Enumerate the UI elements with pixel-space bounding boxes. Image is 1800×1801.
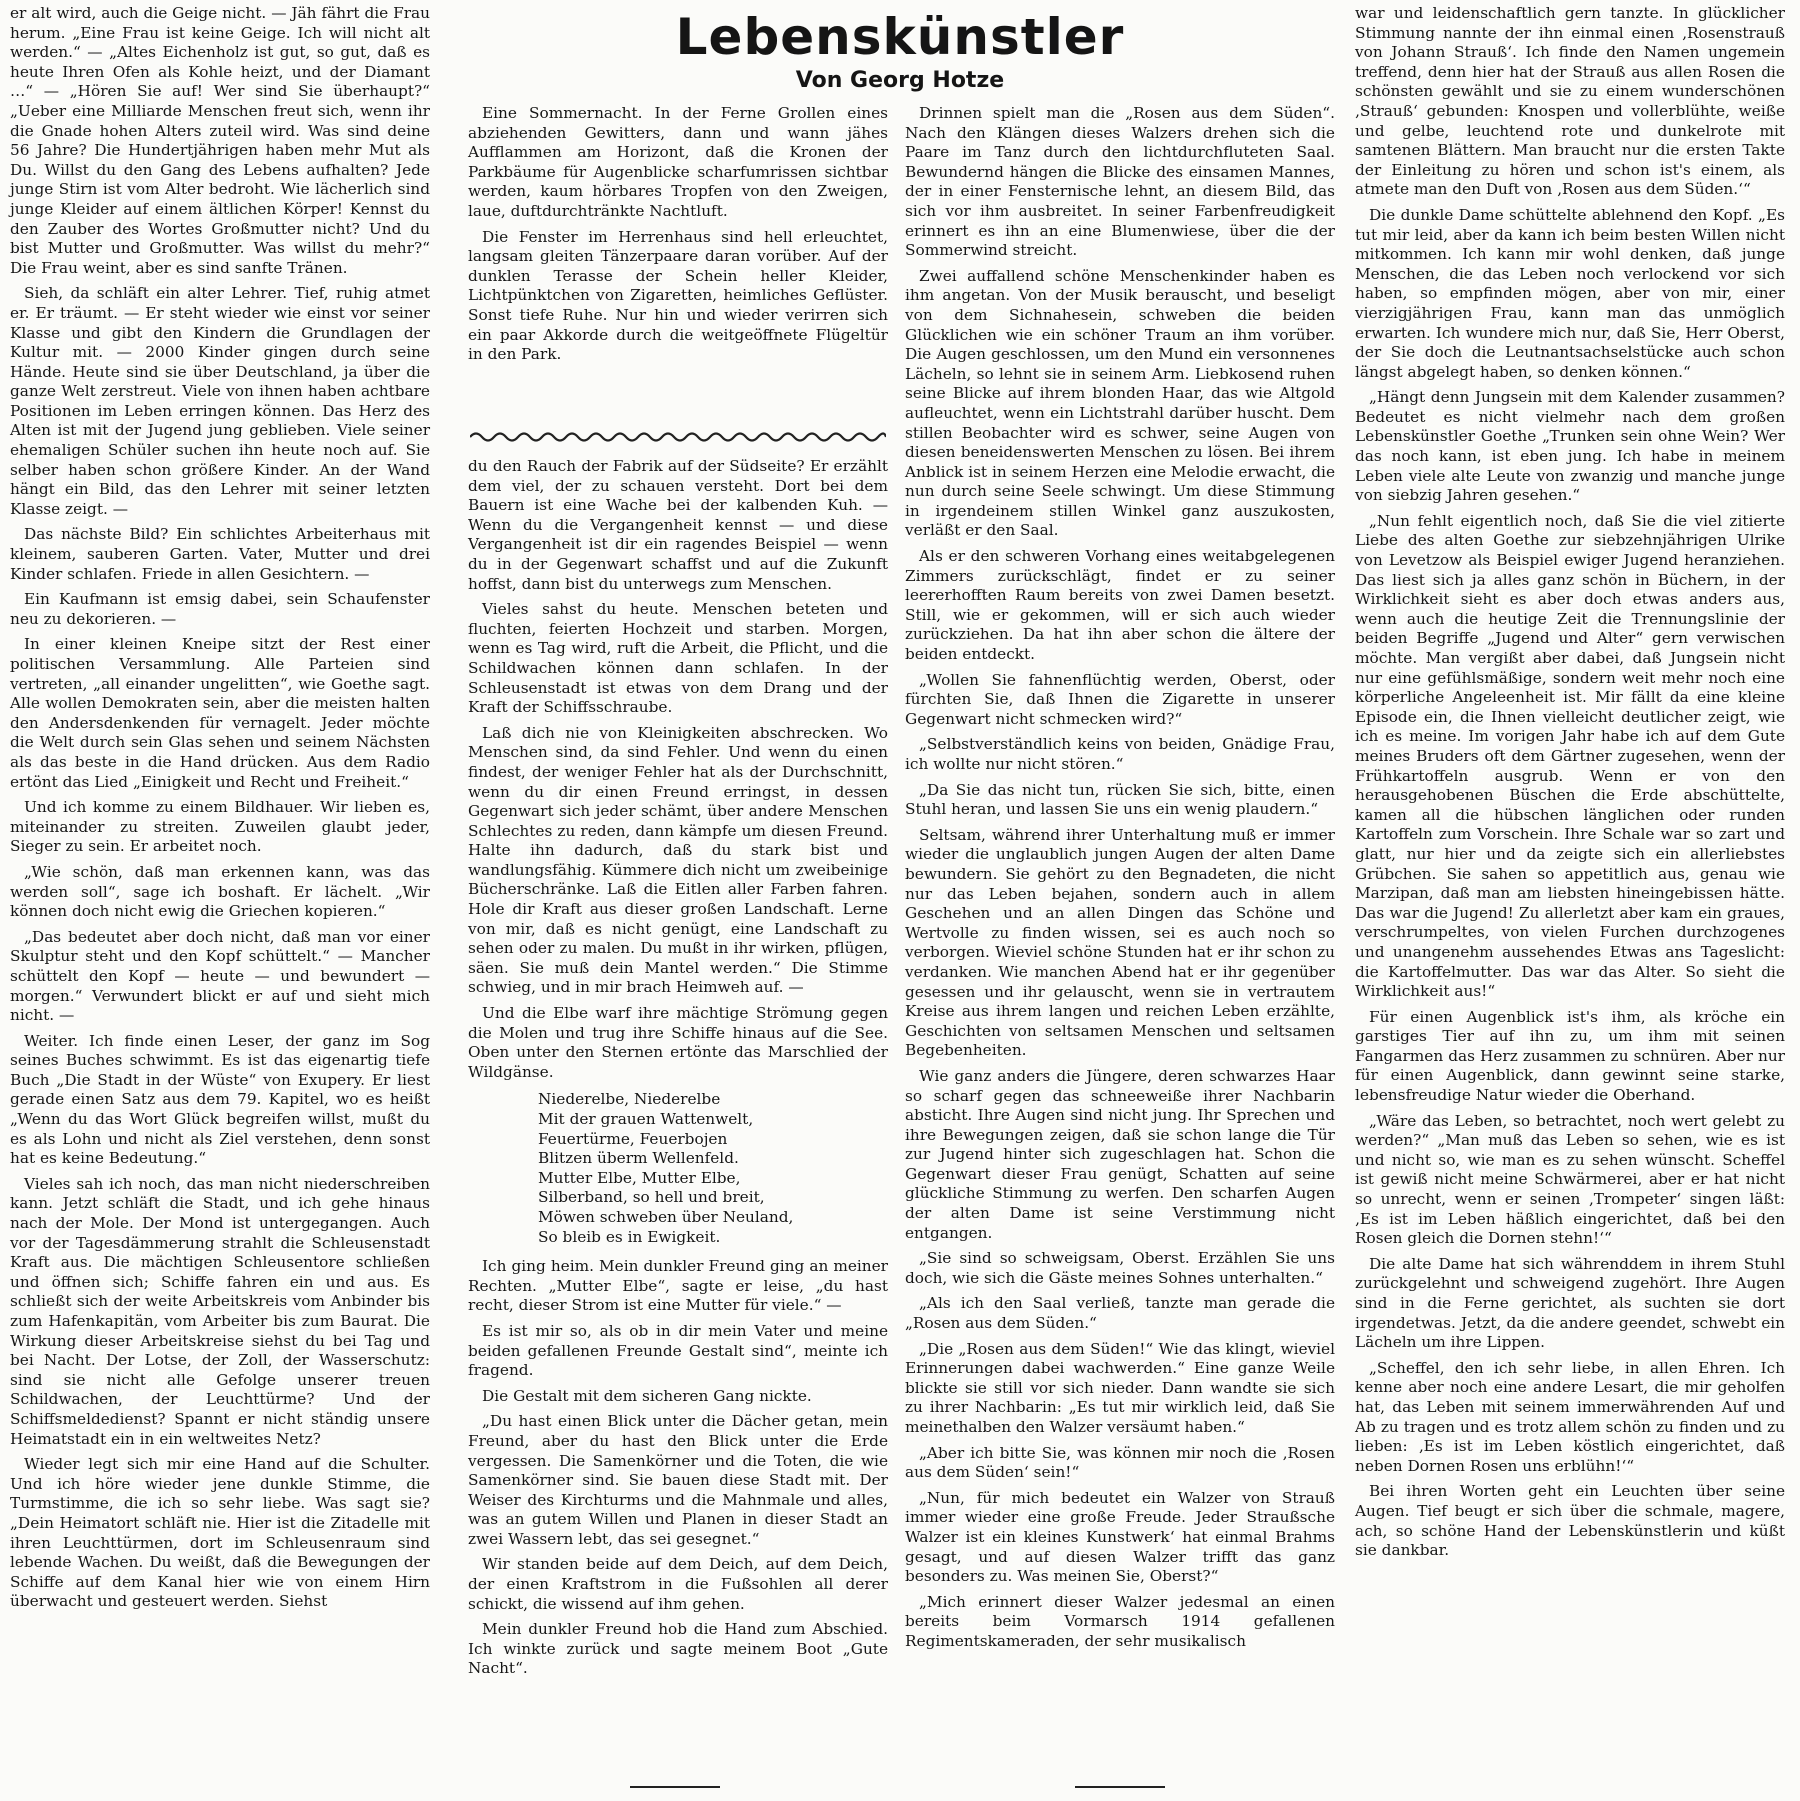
paragraph: Wir standen beide auf dem Deich, auf dem Deich, der einen Kraftstrom in die Fußsohlen all derer schickt, die wissend auf ihm gehen. <box>468 1555 888 1613</box>
paragraph: Mein dunkler Freund hob die Hand zum Abschied. Ich winkte zurück und sagte meinem Boot „Gute Nacht“. <box>468 1620 888 1678</box>
column-2 <box>468 104 888 1685</box>
paragraph: Die Fenster im Herrenhaus sind hell erleuchtet, langsam gleiten Tänzerpaare daran vorüber. Auf der dunklen Terasse der Schein heller Kleider, Lichtpünktchen von Zigaretten, heimliches Geflüster. Sonst tiefe Ruhe. Nur hin und wieder verirren sich ein paar Akkorde durch die weitgeöffnete Flügeltür in den Park. <box>468 227 888 364</box>
paragraph: „Sie sind so schweigsam, Oberst. Erzählen Sie uns doch, wie sich die Gäste meines Sohnes unterhalten.“ <box>905 1249 1335 1287</box>
column-end-rule <box>1075 1786 1165 1788</box>
paragraph: Und die Elbe warf ihre mächtige Strömung gegen die Molen und trug ihre Schiffe hinaus auf die See. Oben unter den Sternen ertönte das Marschlied der Wildgänse. <box>468 1004 888 1081</box>
paragraph: war und leidenschaftlich gern tanzte. In glücklicher Stimmung nannte der ihn einmal einen ‚Rosenstrauß von Johann Strauß‘. Ich finde den Namen ungemein treffend, denn hier hat der Strauß aus allen Rosen die schönsten gewählt und sie zu einem wunderschönen ‚Strauß‘ gebunden: Knospen und vollerblühte, weiße und gelbe, leuchtend rote und dunkelrote mit samtenen Blättern. Man braucht nur die ersten Takte der Einleitung zu hören und schon ist's einem, als atmete man den Duft von ‚Rosen aus dem Süden.‘“ <box>1355 4 1785 199</box>
article-header <box>460 8 1340 93</box>
paragraph: Wie ganz anders die Jüngere, deren schwarzes Haar so scharf gegen das schneeweiße ihrer Nachbarin absticht. Ihre Augen sind nicht jung. Ihr Sprechen und ihre Bewegungen zeigen, daß sie schon lange die Tür zur Jugend hinter sich zugeschlagen hat. Schon die Gegenwart dieser Frau genügt, Schatten auf seine glückliche Stimmung zu werfen. Den scharfen Augen der alten Dame ist seine Verstimmung nicht entgangen. <box>905 1066 1335 1242</box>
poem-line: Mit der grauen Wattenwelt, <box>538 1110 754 1128</box>
ornamental-divider <box>470 430 886 444</box>
paragraph: „Die „Rosen aus dem Süden!“ Wie das klingt, wieviel Erinnerungen dabei wachwerden.“ Eine ganze Weile blickte sie still vor sich nieder. Dann wandte sie sich zu ihrer Nachbarin: „Es tut mir wirklich leid, daß Sie meinethalben den Walzer versäumt haben.“ <box>905 1339 1335 1436</box>
poem-line: So bleib es in Ewigkeit. <box>538 1227 721 1246</box>
paragraph: „Wäre das Leben, so betrachtet, noch wert gelebt zu werden?“ „Man muß das Leben so sehen, wie es ist und nicht so, wie man es zu sehen wünscht. Scheffel ist gewiß nicht meine Schwärmerei, aber er hat nicht so unrecht, wenn er seinen ‚Trompeter‘ singen läßt: ‚Es ist im Leben häßlich eingerichtet, daß bei den Rosen gleich die Dornen stehn!‘“ <box>1355 1111 1785 1248</box>
paragraph: „Selbstverständlich keins von beiden, Gnädige Frau, ich wollte nur nicht stören.“ <box>905 735 1335 773</box>
paragraph: Als er den schweren Vorhang eines weitabgelegenen Zimmers zurückschlägt, findet er zu seiner leererhofften Raum bereits von zwei Damen besetzt. Still, wie er gekommen, will er sich auch wieder zurückziehen. Da hat ihn aber schon die ältere der beiden entdeckt. <box>905 547 1335 664</box>
poem-line: Möwen schweben über Neuland, <box>538 1207 794 1226</box>
paragraph: „Scheffel, den ich sehr liebe, in allen Ehren. Ich kenne aber noch eine andere Lesart, die mir geholfen hat, das Leben mit seinem immerwährenden Auf und Ab zu tragen und es trotz allem schön zu finden und zu lieben: ‚Es ist im Leben köstlich eingerichtet, daß neben Dornen Rosen uns erblühn!‘“ <box>1355 1358 1785 1475</box>
article-byline: Von Georg Hotze <box>795 68 1005 93</box>
paragraph: „Das bedeutet aber doch nicht, daß man vor einer Skulptur steht und den Kopf schüttelt.“ — Mancher schüttelt den Kopf — heute — und bewundert — morgen.“ Verwundert blickt er auf und sieht mich nicht. — <box>10 927 430 1025</box>
paragraph: Laß dich nie von Kleinigkeiten abschrecken. Wo Menschen sind, da sind Fehler. Und wenn du einen findest, der weniger Fehler hat als der Durchschnitt, wenn du dir einen Freund erringst, in dessen Gegenwart sich jeder schämt, über andere Menschen Schlechtes zu reden, dann kämpfe um diesen Freund. Halte ihn dadurch, daß du stark bist und wandlungsfähig. Kümmere dich nicht um zweibeinige Bücherschränke. Laß die Eitlen aller Farben fahren. Hole dir Kraft aus dieser großen Landschaft. Lerne von mir, daß es nicht genügt, eine Landschaft zu sehen oder zu malen. Du mußt in ihr wirken, pflügen, säen. Sie muß dein Mantel werden.“ Die Stimme schwieg, und in mir brach Heimweh auf. — <box>468 723 888 997</box>
paragraph: „Du hast einen Blick unter die Dächer getan, mein Freund, aber du hast den Blick unter die Erde vergessen. Die Samenkörner und die Toten, die wie Samenkörner sind. Sie bauen diese Stadt mit. Der Weiser des Kirchturms und die Mahnmale und alles, was an gutem Willen und Planen in dieser Stadt an zwei Wassern lebt, das sei gesegnet.“ <box>468 1412 888 1548</box>
paragraph: „Da Sie das nicht tun, rücken Sie sich, bitte, einen Stuhl heran, und lassen Sie uns ein wenig plaudern.“ <box>905 780 1335 819</box>
poem-line: Niederelbe, Niederelbe <box>538 1090 721 1109</box>
paragraph: Das nächste Bild? Ein schlichtes Arbeiterhaus mit kleinem, sauberen Garten. Vater, Mutter und drei Kinder schlafen. Friede in allen Gesichtern. — <box>10 525 430 583</box>
paragraph: er alt wird, auch die Geige nicht. — Jäh fährt die Frau herum. „Eine Frau ist keine Geige. Ich will nicht alt werden.“ — „Altes Eichenholz ist gut, so gut, daß es heute Ihren Ofen als Kohle heizt, und der Diamant …“ — „Hören Sie auf! Wer sind Sie überhaupt?“ „Ueber eine Milliarde Menschen freut sich, wenn ihr die Gnade hohen Alters zuteil wird. Was sind deine 56 Jahre? Die Hundertjährigen haben mehr Mut als Du. Willst du den Gang des Lebens aufhalten? Jede junge Stirn ist vom Alter bedroht. Wie lächerlich sind junge Kleider auf einem ältlichen Körper! Kennst du den Zauber des Wortes Großmutter nicht? Und du bist Mutter und Großmutter. Was willst du mehr?“ Die Frau weint, aber es sind sanfte Tränen. <box>10 4 430 277</box>
paragraph: „Wollen Sie fahnenflüchtig werden, Oberst, oder fürchten Sie, daß Ihnen die Zigarette in unserer Gegenwart nicht schmecken wird?“ <box>905 670 1335 728</box>
paragraph: Und ich komme zu einem Bildhauer. Wir lieben es, miteinander zu streiten. Zuweilen glaubt jeder, Sieger zu sein. Er arbeitet noch. <box>10 798 430 856</box>
paragraph: Weiter. Ich finde einen Leser, der ganz im Sog seines Buches schwimmt. Es ist das eigenartig tiefe Buch „Die Stadt in der Wüste“ von Exupery. Er liest gerade einen Satz aus dem 79. Kapitel, wo es heißt „Wenn du das Wort Glück begreifen willst, mußt du es als Lohn und nicht als Ziel verstehen, denn sonst hat es keine Bedeutung.“ <box>10 1031 430 1168</box>
paragraph: Es ist mir so, als ob in dir mein Vater und meine beiden gefallenen Freunde Gestalt sind“, meinte ich fragend. <box>468 1321 888 1380</box>
paragraph: Bei ihren Worten geht ein Leuchten über seine Augen. Tief beugt er sich über die schmale, magere, ach, so schöne Hand der Lebenskünstlerin und küßt sie dankbar. <box>1355 1482 1785 1560</box>
paragraph: Eine Sommernacht. In der Ferne Grollen eines abziehenden Gewitters, dann und wann jähes Aufflammen am Horizont, daß die Kronen der Parkbäume für Augenblicke scharfumrissen sichtbar werden, kaum hörbares Tropfen von den Zweigen, laue, duftdurchtränkte Nachtluft. <box>468 104 888 220</box>
column-4 <box>1355 4 1785 1567</box>
paragraph: „Nun fehlt eigentlich noch, daß Sie die viel zitierte Liebe des alten Goethe zur siebzehnjährigen Ulrike von Levetzow als Beispiel ewiger Jugend heranziehen. Das liest sich ja alles ganz schön in Büchern, in der Wirklichkeit sieht es aber doch etwas anders aus, wenn auch die heutige Zeit die Trennungslinie der beiden Begriffe „Jugend und Alter“ gern verwischen möchte. Man vergißt aber dabei, daß Jungsein nicht nur eine gefühlsmäßige, sondern weit mehr noch eine körperliche Angeleenheit ist. Mir fällt da eine kleine Episode ein, die Ihnen vielleicht deutlicher zeigt, wie ich es meine. Im vorigen Jahr habe ich auf dem Gute meines Bruders oft dem Gärtner zugesehen, wenn der Frühkartoffeln ausgrub. Wenn er von den herausgehobenen Büschen die Erde abschüttelte, kamen all die hübschen länglichen oder runden Kartoffeln zum Vorschein. Ihre Schale war so zart und glatt, nur hier und da zeigte sich ein allerliebstes Grübchen. Sie sahen so appetitlich aus, genau wie Marzipan, daß man am liebsten hineingebissen hätte. Das war die Jugend! Zu allerletzt aber kam ein graues, verschrumpeltes, von vielen Furchen durchzogenes und unangenehm aussehendes Etwas ans Tageslicht: die Kartoffelmutter. Das war das Alter. So sieht die Wirklichkeit aus!“ <box>1355 511 1785 1001</box>
poem-line: Blitzen überm Wellenfeld. <box>538 1149 739 1168</box>
paragraph: Ein Kaufmann ist emsig dabei, sein Schaufenster neu zu dekorieren. — <box>10 590 430 628</box>
paragraph: Die alte Dame hat sich währenddem in ihrem Stuhl zurückgelehnt und schweigend zugehört. Ihre Augen sind in die Ferne gerichtet, als suchten sie dort irgendetwas. Jetzt, da die andere geendet, schwebt ein Lächeln um ihre Lippen. <box>1355 1254 1785 1352</box>
poem-line: Mutter Elbe, Mutter Elbe, <box>538 1168 741 1187</box>
paragraph: Für einen Augenblick ist's ihm, als kröche ein garstiges Tier auf ihn zu, um ihm mit seinen Fangarmen das Herz zusammen zu schnüren. Aber nur für einen Augenblick, dann gewinnt seine starke, lebensfreudige Natur wieder die Oberhand. <box>1355 1007 1785 1105</box>
paragraph: In einer kleinen Kneipe sitzt der Rest einer politischen Versammlung. Alle Parteien sind vertreten, „all einander ungelitten“, wie Goethe sagt. Alle wollen Demokraten sein, aber die meisten halten den Andersdenkenden für vernagelt. Jeder möchte die Welt durch sein Glas sehen und seinem Nächsten als das beste in die Hand drücken. Aus dem Radio ertönt das Lied „Einigkeit und Recht und Freiheit.“ <box>10 635 430 791</box>
poem-line: Silberband, so hell und breit, <box>538 1188 765 1207</box>
paragraph: Wieder legt sich mir eine Hand auf die Schulter. Und ich höre wieder jene dunkle Stimme, die Turmstimme, die ich so sehr liebe. Was sagt sie? „Dein Heimatort schläft nie. Hier ist die Zitadelle mit ihren Leuchttürmen, dort im Schleusenraum sind lebende Wachen. Du weißt, daß die Bewegungen der Schiffe auf dem Kanal hier wie von einem Hirn überwacht und gesteuert werden. Siehst <box>10 1455 430 1611</box>
paragraph: Seltsam, während ihrer Unterhaltung muß er immer wieder die unglaublich jungen Augen der alten Dame bewundern. Sie gehört zu den Begnadeten, die nicht nur das Leben bejahen, sondern auch in allem Geschehen und an allen Dingen das Schöne und Wertvolle zu finden wissen, sei es auch noch so verborgen. Wieviel schöne Stunden hat er ihr schon zu verdanken. Wie manchen Abend hat er ihr gegenüber gesessen und ihr gelauscht, wenn sie in vertrautem Kreise aus ihrem langen und reichen Leben erzählte, Geschichten von seltsamen Menschen und seltsamen Begebenheiten. <box>905 825 1335 1060</box>
column-end-rule <box>630 1786 720 1788</box>
poem-line: Feuertürme, Feuerbojen <box>538 1129 728 1148</box>
column-3 <box>905 104 1335 1658</box>
paragraph: „Nun, für mich bedeutet ein Walzer von Strauß immer wieder eine große Freude. Jeder Straußsche Walzer ist ein kleines Kunstwerk‘ hat einmal Brahms gesagt, und auf diesen Walzer trifft das ganz besonders zu. Was meinen Sie, Oberst?“ <box>905 1488 1335 1586</box>
article-title: Lebenskünstler <box>675 8 1125 66</box>
paragraph: Vieles sah ich noch, das man nicht niederschreiben kann. Jetzt schläft die Stadt, und ich gehe hinaus nach der Mole. Der Mond ist untergegangen. Auch vor der Tagesdämmerung strahlt die Schleusenstadt Kraft aus. Die mächtigen Schleusentore schließen und öffnen sich; Schiffe fahren ein und aus. Es schließt sich der weite Arbeitskreis vom Anbinder bis zum Hafenkapitän, vom Arbeiter bis zum Baurat. Die Wirkung dieser Arbeitskreise siehst du bei Tag und bei Nacht. Der Lotse, der Zoll, der Wasserschutz: sind sie nicht alle Gefolge unserer treuen Schildwachen, der Leuchttürme? Und der Schiffsmeldedienst? Spannt er nicht ständig unsere Heimatstadt ein in ein weltweites Netz? <box>10 1174 430 1448</box>
paragraph: „Wie schön, daß man erkennen kann, was das werden soll“, sage ich boshaft. Er lächelt. „Wir können doch nicht ewig die Griechen kopieren.“ <box>10 862 430 921</box>
paragraph: Zwei auffallend schöne Menschenkinder haben es ihm angetan. Von der Musik berauscht, und beseligt von dem Sichnahesein, schweben die beiden Glücklichen wie ein schöner Traum an ihm vorüber. Die Augen geschlossen, um den Mund ein versonnenes Lächeln, so lehnt sie in seinem Arm. Liebkosend ruhen seine Blicke auf ihrem blonden Haar, das wie Altgold aufleuchtet, wenn ein Lichtstrahl darüber huscht. Dem stillen Beobachter wird es schwer, seine Augen von diesen beneidenswerten Menschen zu lösen. Bei ihrem Anblick ist in seinem Herzen eine Melodie erwacht, die nun durch seine Seele schwingt. Um diese Stimmung in irgendeinem stillen Winkel ganz auszukosten, verläßt er den Saal. <box>905 266 1335 540</box>
paragraph: „Mich erinnert dieser Walzer jedesmal an einen bereits beim Vormarsch 1914 gefallenen Regimentskameraden, der sehr musikalisch <box>905 1592 1335 1650</box>
paragraph: du den Rauch der Fabrik auf der Südseite? Er erzählt dem viel, der zu schauen versteht. Dort bei dem Bauern ist eine Wache bei der kalbenden Kuh. — Wenn du die Vergangenheit kennst — und diese Vergangenheit ist dir ein ragendes Beispiel — wenn du in der Gegenwart schaffst und auf die Zukunft hoffst, dann bist du unterwegs zum Menschen. <box>468 457 888 593</box>
column-1 <box>10 4 430 1618</box>
paragraph: Sieh, da schläft ein alter Lehrer. Tief, ruhig atmet er. Er träumt. — Er steht wieder wie einst vor seiner Klasse und gibt den Kindern die Grundlagen der Kultur mit. — 2000 Kinder gingen durch seine Hände. Heute sind sie über Deutschland, ja über die ganze Welt zerstreut. Viele von ihnen haben achtbare Positionen im Leben erringen können. Das Herz des Alten ist mit der Jugend jung geblieben. Viele seiner ehemaligen Schüler suchen ihn heute noch auf. Sie selber haben schon größere Kinder. An der Wand hängt ein Bild, das den Lehrer mit seiner letzten Klasse zeigt. — <box>10 284 430 518</box>
paragraph: „Als ich den Saal verließ, tanzte man gerade die „Rosen aus dem Süden.“ <box>905 1294 1335 1333</box>
paragraph: Ich ging heim. Mein dunkler Freund ging an meiner Rechten. „Mutter Elbe“, sagte er leise, „du hast recht, dieser Strom ist eine Mutter für viele.“ — <box>468 1257 888 1315</box>
paragraph: Die dunkle Dame schüttelte ablehnend den Kopf. „Es tut mir leid, aber da kann ich beim besten Willen nicht mitkommen. Ich kann mir wohl denken, daß junge Menschen, die das Leben noch verlockend vor sich haben, so empfinden mögen, aber von mir, einer vierzigjährigen Frau, kann man das unmöglich erwarten. Ich wundere mich nur, daß Sie, Herr Oberst, der Sie doch die Leutnantsachselstücke auch schon längst abgelegt haben, so denken können.“ <box>1355 205 1785 381</box>
paragraph: Drinnen spielt man die „Rosen aus dem Süden“. Nach den Klängen dieses Walzers drehen sich die Paare im Tanz durch den lichtdurchfluteten Saal. Bewundernd hängen die Blicke des einsamen Mannes, der in einer Fensternische lehnt, an diesem Bild, das sich vor ihm ausbreitet. In seiner Farbenfreudigkeit erinnert es ihn an eine Blumenwiese, über die der Sommerwind streicht. <box>905 104 1335 260</box>
column-2-bottom <box>468 457 888 1679</box>
paragraph: Vieles sahst du heute. Menschen beteten und fluchten, feierten Hochzeit und starben. Morgen, wenn es Tag wird, ruft die Arbeit, die Pflicht, und die Schildwachen können dann schlafen. In der Schleusenstadt ist etwas von dem Drang und der Kraft der Schiffsschraube. <box>468 600 888 717</box>
paragraph: „Hängt denn Jungsein mit dem Kalender zusammen? Bedeutet es nicht vielmehr nach dem großen Lebenskünstler Goethe „Trunken sein ohne Wein? Wer das noch kann, ist eben jung. Ich habe in meinem Leben viele alte Leute von zwanzig und manche junge von siebzig Jahren gesehen.“ <box>1355 388 1785 505</box>
paragraph: „Aber ich bitte Sie, was können mir noch die ‚Rosen aus dem Süden‘ sein!“ <box>905 1443 1335 1482</box>
paragraph: Die Gestalt mit dem sicheren Gang nickte. <box>482 1386 812 1405</box>
poem <box>538 1090 888 1247</box>
column-2-top <box>468 104 888 439</box>
